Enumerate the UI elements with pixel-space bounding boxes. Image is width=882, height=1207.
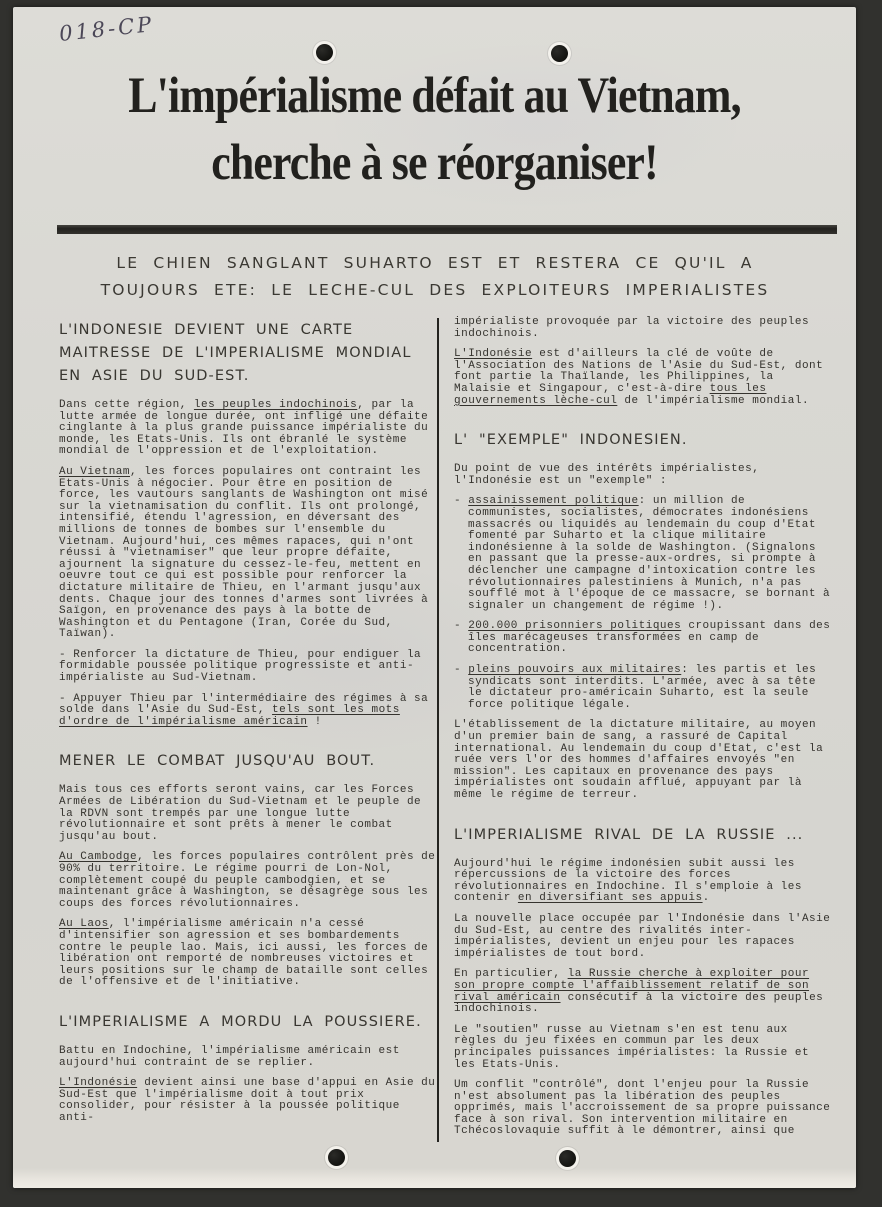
paragraph: Battu en Indochine, l'impérialisme américain est aujourd'hui contraint de se replier. (59, 1044, 400, 1069)
paragraph: L'établissement de la dictature militaire, au moyen d'un premier bain de sang, a rassuré de Capital international. Au lendemain du coup d'Etat, c'est la ruée vers l'or des hommes d'affaires envoyés "en mission". Les capitaux en provenance des pays impérialistes ont soudain afflué, appuyant par là même le régime de terreur. (454, 719, 824, 801)
paragraph: impérialiste provoquée par la victoire des peuples indochinois. (454, 316, 810, 340)
page-title (13, 63, 856, 197)
page-subtitle (73, 250, 797, 304)
paragraph: - Appuyer Thieu par l'intermédiaire des régimes à sa solde dans l'Asie du Sud-Est, tels sont les mots d'ordre de l'impérialisme américain ! (59, 692, 429, 728)
paragraph: La nouvelle place occupée par l'Indonésie dans l'Asie du Sud-Est, au centre des rivalités inter-impérialistes, devient un enjeu pour les rapaces impérialistes de tout bord. (454, 912, 831, 960)
paragraph: Aujourd'hui le régime indonésien subit aussi les répercussions de la victoire des forces révolutionnaires en Indochine. Il s'emploie à les contenir en diversifiant ses appuis. (454, 857, 802, 905)
handwritten-archive-mark: 018-CP (58, 12, 156, 46)
paragraph: - Renforcer la dictature de Thieu, pour endiguer la formidable poussée politique progressiste et anti-impérialiste au Sud-Vietnam. (59, 648, 422, 685)
paragraph: Le "soutien" russe au Vietnam s'en est tenu aux règles du jeu fixées en commun par les deux principales puissances impérialistes: la Russie et les Etats-Unis. (454, 1023, 810, 1071)
section-heading: L'INDONESIE DEVIENT UNE CARTE MAITRESSE DE L'IMPERIALISME MONDIAL EN ASIE DU SUD-EST. (59, 322, 412, 384)
punch-hole-top-right (551, 45, 568, 62)
paragraph: Um conflit "contrôlé", dont l'enjeu pour la Russie n'est absolument pas la libération des peuples opprimés, mais l'accroissement de sa propre puissance face à son rival. Son intervention militaire en Tchécoslovaquie suffit à le démontrer, ainsi que (454, 1079, 831, 1138)
horizontal-rule (57, 225, 837, 234)
leaflet-page (13, 7, 856, 1188)
paragraph: L'Indonésie est d'ailleurs la clé de voûte de l'Association des Nations de l'Asie du Sud-Est, dont font partie la Thaïlande, les Philippines, la Malaisie et Singapour, c'est-à-dire tous les gouvernements lèche-cul de l'impérialisme mondial. (454, 348, 824, 407)
paragraph: Du point de vue des intérêts impérialistes, l'Indonésie est un "exemple" : (454, 463, 760, 487)
page-title-line2: cherche à se réorganiser! (211, 135, 658, 191)
paragraph: En particulier, la Russie cherche à exploiter pour son propre compte l'affaiblissement relatif de son rival américain consécutif à la victoire des peuples indochinois. (454, 968, 824, 1016)
punch-hole-bottom-right (559, 1150, 576, 1167)
paragraph: Dans cette région, les peuples indochinois, par la lutte armée de longue durée, ont infligé une défaite cinglante à la plus grande puissance impérialiste du monde, les Etats-Unis. Ils ont ébranlé le système mondial de l'oppression et de l'exploitation. (59, 399, 429, 458)
paper-bottom-edge (13, 1168, 856, 1188)
bullet-item: - 200.000 prisonniers politiques croupissant dans des îles marécageuses transformées en camp de concentration. (454, 620, 831, 656)
paragraph: Au Vietnam, les forces populaires ont contraint les Etats-Unis à négocier. Pour être en position de force, les vautours sanglants de Washington ont misé sur la vietnamisation du conflit. Ils ont prolongé, intensifié, étendu l'agression, en déversant des millions de tonnes de bombes sur l'ensemble du Vietnam. Aujourd'hui, ces mêmes rapaces, qui n'ont réussi à "vietnamiser" que leur propre défaite, ajournent la signature du cessez-le-feu, mettent en oeuvre tout ce qui est possible pour renforcer la dictature militaire de Thieu, en l'armant jusqu'aux dents. Chaque jour des tonnes d'armes sont livrées à Saïgon, en provenance des pays à la botte de Washington et du Pentagone (Iran, Corée du Sud, Taïwan). (59, 465, 429, 641)
section-heading: MENER LE COMBAT JUSQU'AU BOUT. (59, 753, 376, 770)
punch-hole-bottom-left (328, 1149, 345, 1166)
page-subtitle-line1: LE CHIEN SANGLANT SUHARTO EST ET RESTERA CE QU'IL A (116, 254, 754, 272)
right-column (454, 317, 836, 1147)
section-heading: L' "EXEMPLE" INDONESIEN. (454, 432, 688, 449)
page-title-line1: L'impérialisme défait au Vietnam, (128, 68, 741, 124)
page-subtitle-line2: TOUJOURS ETE: LE LECHE-CUL DES EXPLOITEURS IMPERIALISTES (100, 281, 770, 299)
punch-hole-top-left (316, 44, 333, 61)
paragraph: Au Cambodge, les forces populaires contrôlent près de 90% du territoire. Le régime pourri de Lon-Nol, complètement coupé du peuple cambodgien, et se maintenant grâce à Washington, se désagrège sous les coups des forces révolutionnaires. (59, 851, 436, 910)
paragraph: L'Indonésie devient ainsi une base d'appui en Asie du Sud-Est que l'impérialisme doit à tout prix consolider, pour résister à la poussée politique anti- (59, 1077, 436, 1124)
paragraph: Mais tous ces efforts seront vains, car les Forces Armées de Libération du Sud-Vietnam et le peuple de la RDVN sont trempés par une longue lutte révolutionnaire et sont prêts à mener le combat jusqu'au bout. (59, 784, 422, 843)
bullet-item: - pleins pouvoirs aux militaires: les partis et les syndicats sont interdits. L'armée, avec à sa tête le dictateur pro-américain Suharto, est la seule force politique légale. (454, 664, 817, 711)
section-heading: L'IMPERIALISME A MORDU LA POUSSIERE. (59, 1013, 422, 1030)
left-column (59, 317, 438, 1134)
bullet-item: - assainissement politique: un million de communistes, socialistes, démocrates indonésiens massacrés ou liquidés au lendemain du coup d'Etat fomenté par Suharto et la clique militaire indonésienne à la solde de Washington. (Signalons en passant que la presse-aux-ordres, si prompte à déclencher une campagne d'intoxication contre les révolutionnaires palestiniens à Munich, n'a pas soufflé mot à l'époque de ce massacre, se bornant à signaler un changement de régime !). (454, 495, 831, 612)
paragraph: Au Laos, l'impérialisme américain n'a cessé d'intensifier son agression et ses bombardements contre le peuple lao. Mais, ici aussi, les forces de libération ont remporté de nombreuses victoires et leurs positions sur le champ de bataille sont celles de l'offensive et de l'initiative. (59, 918, 429, 989)
section-heading: L'IMPERIALISME RIVAL DE LA RUSSIE ... (454, 826, 804, 843)
